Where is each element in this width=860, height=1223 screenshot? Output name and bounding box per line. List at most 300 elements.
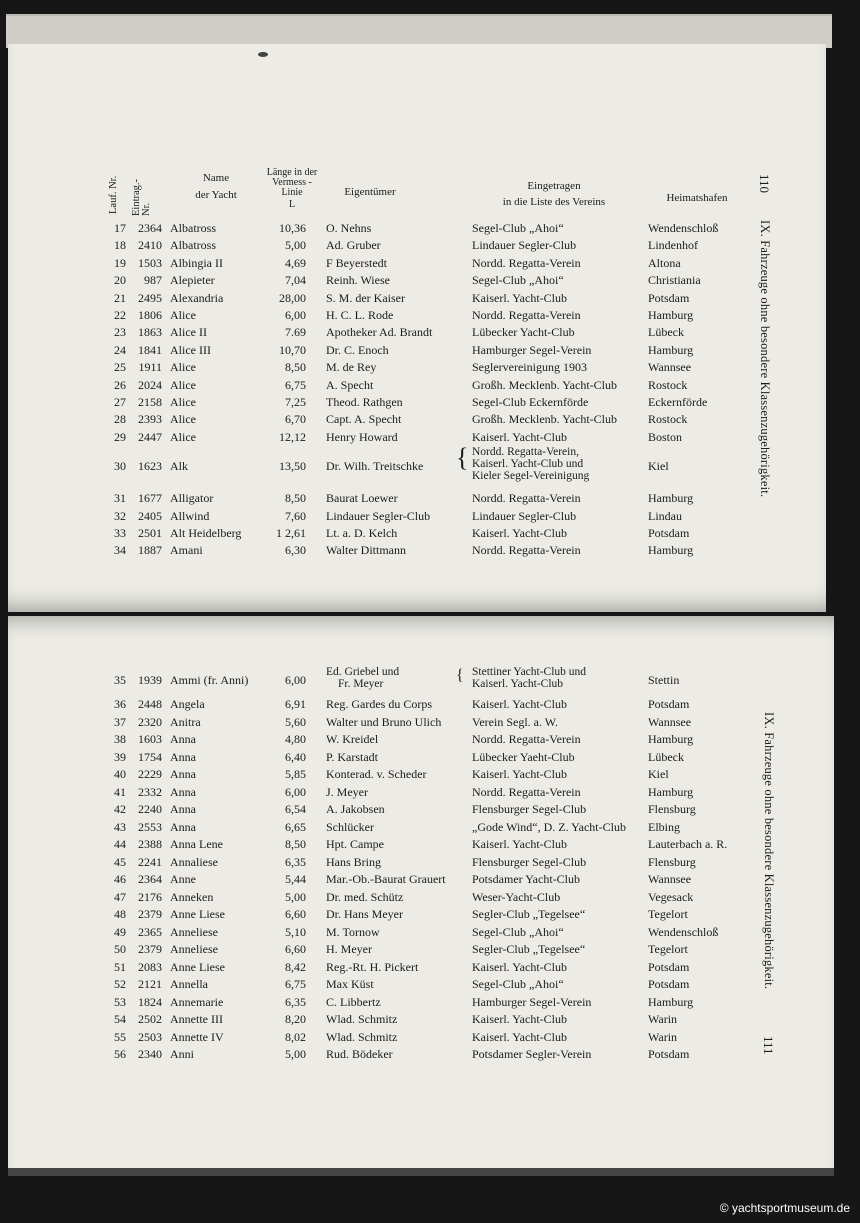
yacht-name: Annette IV	[170, 1029, 224, 1044]
lauf-nr: 40	[114, 767, 126, 781]
home-port: Lauterbach a. R.	[648, 837, 728, 851]
lauf-nr: 37	[114, 714, 126, 729]
length: 8,02	[285, 1029, 306, 1044]
length: 7,04	[285, 273, 306, 288]
owner: Dr. med. Schütz	[326, 889, 404, 904]
home-port: Lübeck	[648, 325, 684, 340]
length: 5,85	[285, 767, 306, 781]
yacht-name: Anna	[170, 732, 196, 746]
length: 1 2,61	[276, 526, 306, 540]
yacht-name: Annella	[170, 977, 208, 991]
yacht-name: Alice	[170, 308, 196, 322]
home-port: Hamburg	[648, 994, 694, 1009]
yacht-name: Alice	[170, 377, 196, 392]
header-name	[186, 172, 246, 202]
club: Kaiserl. Yacht-Club	[472, 1029, 567, 1044]
club: Segel-Club „Ahoi“	[472, 977, 564, 991]
club: Hamburger Segel-Verein	[472, 342, 592, 357]
club: Nordd. Regatta-Verein	[472, 732, 581, 746]
eintrag-nr: 1603	[138, 732, 162, 746]
club: Flensburger Segel-Club	[472, 854, 587, 869]
length: 5,00	[285, 889, 306, 904]
length: 6,54	[285, 802, 306, 816]
lauf-nr: 29	[114, 429, 126, 444]
header-lauf-nr: Lauf. Nr.	[108, 175, 119, 214]
owner: Wlad. Schmitz	[326, 1029, 398, 1044]
yacht-name: Allwind	[170, 508, 210, 523]
home-port: Vegesack	[648, 889, 694, 904]
lauf-nr: 54	[114, 1012, 126, 1026]
lauf-nr: 32	[114, 508, 126, 523]
club: Potsdamer Segler-Verein	[472, 1047, 592, 1061]
club: Nordd. Regatta-Verein	[472, 255, 581, 270]
header-laenge-line2: Vermess -	[272, 177, 312, 188]
owner: Walter Dittmann	[326, 543, 407, 558]
home-port: Potsdam	[648, 290, 690, 305]
side-title: IX. Fahrzeuge ohne besondere Klassenzugehörigkeit.	[758, 220, 772, 498]
watermark: © yachtsportmuseum.de	[719, 1201, 850, 1215]
length: 5,10	[285, 924, 306, 939]
length: 4,69	[285, 255, 306, 270]
lauf-nr: 31	[114, 491, 126, 506]
length: 6,00	[285, 673, 306, 687]
yacht-name: Alice	[170, 429, 196, 444]
owner: Ad. Gruber	[326, 238, 381, 253]
owner: M. de Rey	[326, 360, 377, 375]
eintrag-nr: 2176	[138, 889, 162, 904]
home-port: Altona	[648, 255, 681, 270]
lauf-nr: 56	[114, 1047, 126, 1061]
eintrag-nr: 1841	[138, 342, 162, 357]
owner: F Beyerstedt	[326, 255, 387, 270]
header-eingetragen-line1: Eingetragen	[527, 180, 581, 192]
club: Lübecker Yaeht-Club	[472, 749, 575, 764]
length: 4,80	[285, 732, 306, 746]
yacht-name: Alice	[170, 412, 196, 427]
lauf-nr: 24	[114, 342, 126, 357]
page-edges-bottom	[8, 1168, 834, 1176]
header-laenge	[256, 168, 328, 210]
owner: J. Meyer	[326, 784, 368, 799]
eintrag-nr: 2553	[138, 819, 162, 834]
club-line: Kieler Segel-Vereinigung	[472, 470, 590, 483]
yacht-name: Anne Liese	[170, 959, 225, 974]
page-111	[8, 616, 834, 1168]
eintrag-nr: 2240	[138, 802, 162, 816]
eintrag-nr: 2502	[138, 1012, 162, 1026]
owner-line1: Ed. Griebel und	[326, 666, 400, 678]
club: Nordd. Regatta-Verein	[472, 784, 581, 799]
lauf-nr: 51	[114, 959, 126, 974]
lauf-nr: 22	[114, 308, 126, 322]
home-port: Hamburg	[648, 491, 694, 506]
owner: P. Karstadt	[326, 749, 378, 764]
club: Seglervereinigung 1903	[472, 360, 587, 375]
owner: W. Kreidel	[326, 732, 379, 746]
club: Großh. Mecklenb. Yacht-Club	[472, 412, 617, 427]
yacht-name: Annette III	[170, 1012, 223, 1026]
eintrag-nr: 2393	[138, 412, 162, 427]
eintrag-nr: 1806	[138, 308, 162, 322]
club: Kaiserl. Yacht-Club	[472, 290, 567, 305]
yacht-name: Anne	[170, 872, 196, 886]
length: 6,00	[285, 784, 306, 799]
yacht-name: Anna	[170, 802, 196, 816]
length: 6,75	[285, 377, 306, 392]
eintrag-nr: 2448	[138, 697, 162, 711]
club: Kaiserl. Yacht-Club	[472, 959, 567, 974]
club: Hamburger Segel-Verein	[472, 994, 592, 1009]
yacht-name: Alligator	[170, 491, 214, 506]
yacht-name: Anitra	[170, 714, 201, 729]
owner: Capt. A. Specht	[326, 412, 402, 427]
eintrag-nr: 2388	[138, 837, 162, 851]
eintrag-nr: 2241	[138, 854, 162, 869]
length: 28,00	[279, 290, 306, 305]
length: 5,60	[285, 714, 306, 729]
home-port: Lindau	[648, 508, 682, 523]
header-name-line1: Name	[202, 172, 230, 184]
header-eigentuemer: Eigentümer	[344, 186, 396, 198]
eintrag-nr: 2340	[138, 1047, 162, 1061]
lauf-nr: 20	[114, 273, 126, 288]
home-port: Kiel	[648, 767, 669, 781]
owner: O. Nehns	[326, 221, 372, 235]
length: 6,75	[285, 977, 306, 991]
length: 6,35	[285, 854, 306, 869]
home-port: Elbing	[648, 819, 680, 834]
club: Kaiserl. Yacht-Club	[472, 429, 567, 444]
lauf-nr: 52	[114, 977, 126, 991]
club: Segel-Club „Ahoi“	[472, 273, 564, 288]
owner: Rud. Bödeker	[326, 1047, 393, 1061]
length: 6,65	[285, 819, 306, 834]
home-port: Warin	[648, 1012, 678, 1026]
club-line2: Kaiserl. Yacht-Club	[472, 678, 564, 690]
side-title: IX. Fahrzeuge ohne besondere Klassenzugehörigkeit.	[762, 712, 776, 990]
home-port: Potsdam	[648, 977, 690, 991]
eintrag-nr: 2158	[138, 395, 162, 409]
club	[472, 446, 589, 482]
eintrag-nr: 2503	[138, 1029, 162, 1044]
length: 10,36	[279, 221, 306, 235]
lauf-nr: 43	[114, 819, 126, 834]
eintrag-nr: 1824	[138, 994, 162, 1009]
club: Segel-Club „Ahoi“	[472, 924, 564, 939]
home-port: Flensburg	[648, 854, 696, 869]
owner: Reg. Gardes du Corps	[326, 697, 432, 711]
eintrag-nr: 2379	[138, 907, 162, 921]
club: Kaiserl. Yacht-Club	[472, 1012, 567, 1026]
home-port: Wannsee	[648, 360, 692, 375]
eintrag-nr: 2320	[138, 714, 162, 729]
length: 6,70	[285, 412, 306, 427]
lauf-nr: 30	[114, 459, 126, 474]
owner: Lindauer Segler-Club	[326, 508, 431, 523]
header-eintrag-nr: Eintrag.- Nr.	[131, 178, 152, 216]
eintrag-nr: 2121	[138, 977, 162, 991]
length: 12,12	[279, 429, 306, 444]
home-port: Tegelort	[648, 907, 688, 921]
eintrag-nr: 2410	[138, 238, 162, 253]
yacht-name: Alepieter	[170, 273, 215, 288]
owner: Wlad. Schmitz	[326, 1012, 398, 1026]
lauf-nr: 34	[114, 543, 126, 558]
club: Kaiserl. Yacht-Club	[472, 837, 567, 851]
owner: Baurat Loewer	[326, 491, 398, 506]
yacht-name: Anneken	[170, 889, 214, 904]
home-port: Boston	[648, 429, 683, 444]
home-port: Wendenschloß	[648, 221, 719, 235]
yacht-name: Alexandria	[170, 290, 224, 305]
club: Kaiserl. Yacht-Club	[472, 767, 567, 781]
yacht-name: Amani	[170, 543, 203, 558]
owner: Walter und Bruno Ulich	[326, 714, 442, 729]
eintrag-nr: 2495	[138, 290, 162, 305]
yacht-name: Annaliese	[170, 854, 218, 869]
header-eingetragen	[474, 180, 634, 209]
lauf-nr: 18	[114, 238, 126, 253]
home-port: Wannsee	[648, 872, 692, 886]
home-port: Potsdam	[648, 1047, 690, 1061]
yacht-name: Anne Liese	[170, 907, 225, 921]
club: Segel-Club Eckernförde	[472, 395, 589, 409]
eintrag-nr: 2364	[138, 221, 162, 235]
home-port: Kiel	[648, 459, 669, 474]
home-port: Potsdam	[648, 697, 690, 711]
home-port: Lübeck	[648, 749, 684, 764]
owner: C. Libbertz	[326, 994, 381, 1009]
club: Nordd. Regatta-Verein	[472, 543, 581, 558]
home-port: Lindenhof	[648, 238, 698, 253]
club: Lindauer Segler-Club	[472, 238, 577, 253]
yacht-name: Albatross	[170, 238, 216, 253]
club: Kaiserl. Yacht-Club	[472, 697, 567, 711]
club-line: Nordd. Regatta-Verein,	[472, 446, 579, 459]
eintrag-nr: 1677	[138, 491, 162, 506]
eintrag-nr: 2447	[138, 429, 162, 444]
length: 5,44	[285, 872, 306, 886]
home-port: Rostock	[648, 377, 688, 392]
length: 6,91	[285, 697, 306, 711]
yacht-name: Alk	[170, 459, 188, 474]
lauf-nr: 23	[114, 325, 126, 340]
owner-line2: Fr. Meyer	[338, 678, 384, 690]
length: 8,20	[285, 1012, 306, 1026]
yacht-name: Alice	[170, 395, 196, 409]
owner: Henry Howard	[326, 429, 398, 444]
lauf-nr: 53	[114, 994, 126, 1009]
length: 8,42	[285, 959, 306, 974]
lauf-nr: 49	[114, 924, 126, 939]
yacht-name: Alice	[170, 360, 196, 375]
eintrag-nr: 1623	[138, 459, 162, 474]
lauf-nr: 55	[114, 1029, 126, 1044]
owner: A. Specht	[326, 377, 374, 392]
owner: M. Tornow	[326, 924, 380, 939]
length: 7,60	[285, 508, 306, 523]
page-number: 110	[757, 174, 772, 194]
home-port: Eckernförde	[648, 395, 708, 409]
yacht-name: Alice II	[170, 325, 207, 340]
header-eingetragen-line2: in die Liste des Vereins	[502, 196, 606, 208]
yacht-name: Anni	[170, 1047, 194, 1061]
home-port: Warin	[648, 1029, 678, 1044]
lauf-nr: 35	[114, 673, 126, 687]
club: Segler-Club „Tegelsee“	[472, 907, 586, 921]
lauf-nr: 44	[114, 837, 126, 851]
owner: Dr. Wilh. Treitschke	[326, 459, 424, 474]
eintrag-nr: 1863	[138, 325, 162, 340]
owner: H. Meyer	[326, 942, 372, 956]
lauf-nr: 28	[114, 412, 126, 427]
yacht-name: Albingia II	[170, 255, 223, 270]
owner: A. Jakobsen	[326, 802, 385, 816]
owner: Max Küst	[326, 977, 374, 991]
header-laenge-line3: Linie	[281, 187, 303, 198]
lauf-nr: 25	[114, 360, 126, 375]
yacht-name: Albatross	[170, 221, 216, 235]
home-port: Hamburg	[648, 732, 694, 746]
length: 6,40	[285, 749, 306, 764]
yacht-name: Anneliese	[170, 924, 218, 939]
club: Nordd. Regatta-Verein	[472, 491, 581, 506]
home-port: Wannsee	[648, 714, 692, 729]
lauf-nr: 33	[114, 526, 126, 540]
length: 7.69	[285, 325, 306, 340]
home-port: Potsdam	[648, 959, 690, 974]
eintrag-nr: 2332	[138, 784, 162, 799]
home-port: Wendenschloß	[648, 924, 719, 939]
eintrag-nr: 2379	[138, 942, 162, 956]
yacht-name: Alice III	[170, 342, 211, 357]
length: 8,50	[285, 837, 306, 851]
eintrag-nr: 2229	[138, 767, 162, 781]
club: Lübecker Yacht-Club	[472, 325, 575, 340]
home-port: Christiania	[648, 273, 701, 288]
length: 8,50	[285, 360, 306, 375]
lauf-nr: 26	[114, 377, 126, 392]
eintrag-nr: 1887	[138, 543, 162, 558]
club: „Gode Wind“, D. Z. Yacht-Club	[472, 819, 626, 834]
home-port: Hamburg	[648, 784, 694, 799]
lauf-nr: 41	[114, 784, 126, 799]
lauf-nr: 42	[114, 802, 126, 816]
length: 13,50	[279, 459, 306, 474]
eintrag-nr: 987	[144, 273, 162, 288]
club: Segler-Club „Tegelsee“	[472, 942, 586, 956]
length: 5,00	[285, 238, 306, 253]
length: 7,25	[285, 395, 306, 409]
eintrag-nr: 2083	[138, 959, 162, 974]
club: Weser-Yacht-Club	[472, 889, 561, 904]
club: Flensburger Segel-Club	[472, 802, 587, 816]
owner: S. M. der Kaiser	[326, 290, 405, 305]
club: Großh. Mecklenb. Yacht-Club	[472, 377, 617, 392]
home-port: Stettin	[648, 673, 680, 687]
length: 6,60	[285, 942, 306, 956]
page-number: 111	[761, 1036, 776, 1055]
home-port: Rostock	[648, 412, 688, 427]
owner: Dr. Hans Meyer	[326, 907, 403, 921]
lauf-nr: 50	[114, 942, 126, 956]
eintrag-nr: 2501	[138, 526, 162, 540]
page-110	[8, 44, 826, 612]
club: Segel-Club „Ahoi“	[472, 221, 564, 235]
club: Kaiserl. Yacht-Club	[472, 526, 567, 540]
home-port: Flensburg	[648, 802, 696, 816]
club	[472, 666, 586, 690]
brace: {	[456, 667, 464, 684]
owner: Theod. Rathgen	[326, 395, 403, 409]
home-port: Hamburg	[648, 308, 694, 322]
home-port: Hamburg	[648, 342, 694, 357]
owner: H. C. L. Rode	[326, 308, 394, 322]
length: 10,70	[279, 342, 306, 357]
yacht-name: Anna	[170, 749, 196, 764]
owner: Hpt. Campe	[326, 837, 384, 851]
lauf-nr: 38	[114, 732, 126, 746]
club: Lindauer Segler-Club	[472, 508, 577, 523]
length: 6,00	[285, 308, 306, 322]
owner: Dr. C. Enoch	[326, 342, 389, 357]
yacht-name: Anneliese	[170, 942, 218, 956]
yacht-name: Anna	[170, 819, 196, 834]
length: 5,00	[285, 1047, 306, 1061]
home-port: Tegelort	[648, 942, 688, 956]
eintrag-nr: 1939	[138, 673, 162, 687]
ink-speck	[258, 52, 268, 57]
club: Verein Segl. a. W.	[472, 714, 558, 729]
yacht-name: Angela	[170, 697, 205, 711]
lauf-nr: 21	[114, 290, 126, 305]
club-line: Kaiserl. Yacht-Club und	[472, 458, 584, 471]
eintrag-nr: 2365	[138, 924, 162, 939]
eintrag-nr: 2405	[138, 508, 162, 523]
eintrag-nr: 1754	[138, 749, 162, 764]
eintrag-nr: 1503	[138, 255, 162, 270]
owner: Reinh. Wiese	[326, 273, 390, 288]
yacht-name: Anna	[170, 767, 196, 781]
home-port: Hamburg	[648, 543, 694, 558]
length: 6,30	[285, 543, 306, 558]
header-heimatshafen: Heimatshafen	[666, 192, 728, 204]
owner: Mar.-Ob.-Baurat Grauert	[326, 872, 446, 886]
length: 6,35	[285, 994, 306, 1009]
lauf-nr: 45	[114, 854, 126, 869]
lauf-nr: 39	[114, 749, 126, 764]
lauf-nr: 19	[114, 255, 126, 270]
owner: Apotheker Ad. Brandt	[326, 325, 433, 340]
eintrag-nr: 2364	[138, 872, 162, 886]
home-port: Potsdam	[648, 526, 690, 540]
header-laenge-line1: Länge in der	[266, 167, 318, 178]
owner: Reg.-Rt. H. Pickert	[326, 959, 419, 974]
lauf-nr: 36	[114, 697, 126, 711]
yacht-name: Anna	[170, 784, 196, 799]
lauf-nr: 48	[114, 907, 126, 921]
yacht-name: Anna Lene	[170, 837, 223, 851]
page-edges	[6, 14, 832, 48]
yacht-name: Ammi (fr. Anni)	[170, 673, 249, 687]
owner: Konterad. v. Scheder	[326, 767, 427, 781]
owner: Schlücker	[326, 819, 374, 834]
yacht-name: Alt Heidelberg	[170, 526, 242, 540]
lauf-nr: 17	[114, 221, 126, 235]
yacht-name: Annemarie	[170, 994, 224, 1009]
owner: Lt. a. D. Kelch	[326, 526, 398, 540]
club: Potsdamer Yacht-Club	[472, 872, 580, 886]
